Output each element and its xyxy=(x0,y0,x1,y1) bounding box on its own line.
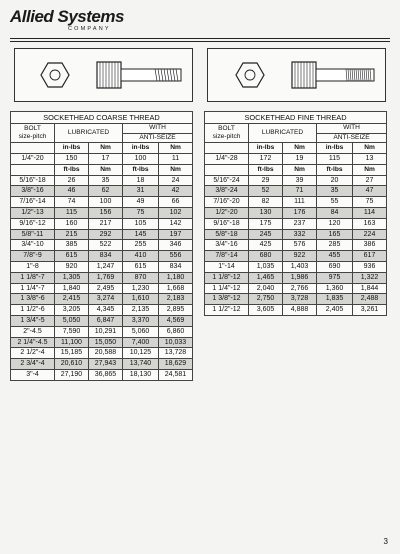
torque-value-cell: 24,581 xyxy=(159,369,193,380)
torque-value-cell: 5,050 xyxy=(55,315,89,326)
torque-value-cell: 1,180 xyxy=(159,272,193,283)
torque-value-cell: 17 xyxy=(89,153,123,164)
torque-value-cell: 100 xyxy=(89,197,123,208)
bolt-size-cell: 1 3/4"-5 xyxy=(11,315,55,326)
page-header xyxy=(10,4,390,36)
fine-bolt-illustration-panel xyxy=(207,48,386,102)
torque-value-cell: 75 xyxy=(353,197,387,208)
torque-value-cell: 10,033 xyxy=(159,337,193,348)
table-row xyxy=(205,305,387,316)
coarse-sockethead-bolt-icon xyxy=(15,49,192,101)
torque-value-cell: 255 xyxy=(123,240,159,251)
anti-seize-column-header: WITH xyxy=(317,124,387,134)
torque-value-cell: 18,629 xyxy=(159,359,193,370)
torque-value-cell: 237 xyxy=(283,218,317,229)
torque-value-cell: 105 xyxy=(123,218,159,229)
torque-value-cell: 84 xyxy=(317,207,353,218)
torque-value-cell: 156 xyxy=(89,207,123,218)
torque-value-cell: 115 xyxy=(55,207,89,218)
torque-value-cell: 120 xyxy=(317,218,353,229)
torque-value-cell: 2,488 xyxy=(353,294,387,305)
torque-value-cell: 3,274 xyxy=(89,294,123,305)
bolt-size-cell: 5/16"-24 xyxy=(205,175,249,186)
torque-value-cell: 35 xyxy=(89,175,123,186)
table-row xyxy=(11,218,193,229)
bolt-column-header: BOLT size-pitch xyxy=(11,124,55,143)
fine-thread-table: SOCKETHEAD FINE THREAD BOLT size-pitch LUBRICATED WITH ANTI-SEIZE in-lbs Nm in-lbs Nm 1/4"-28 172 19 115 13 ft-lbs Nm ft-lbs Nm 5/16"-24 29 39 20 27 3/8"-24 52 71 35 47 7/16"-20 82 111 55 75 1/2"-20 130 176 84 114 9/16"-18 175 237 120 163 5/8"-18 245 332 165 224 3/4"-16 425 576 285 386 7/8"-14 680 922 455 617 1"-14 1,035 1,403 690 936 1 1/8"-12 1,465 1,986 975 1,322 1 1/4"-12 2,040 2,766 1,360 1,844 1 3/8"-12 2,750 3,728 1,835 2,488 1 1/2"-12 3,605 4,888 2,405 3,261 xyxy=(204,111,387,316)
torque-value-cell: 10,125 xyxy=(123,348,159,359)
bolt-size-cell: 3/8"-24 xyxy=(205,186,249,197)
torque-value-cell: 82 xyxy=(249,197,283,208)
table-row xyxy=(11,229,193,240)
table-row xyxy=(205,197,387,208)
torque-value-cell: 975 xyxy=(317,272,353,283)
torque-value-cell: 1,835 xyxy=(317,294,353,305)
table-row xyxy=(205,294,387,305)
bolt-size-cell: 5/8"-11 xyxy=(11,229,55,240)
torque-value-cell: 163 xyxy=(353,218,387,229)
torque-value-cell: 2,135 xyxy=(123,305,159,316)
table-row xyxy=(11,315,193,326)
torque-value-cell: 111 xyxy=(283,197,317,208)
lubricated-column-header: LUBRICATED xyxy=(249,124,317,143)
torque-value-cell: 455 xyxy=(317,251,353,262)
torque-value-cell: 2,750 xyxy=(249,294,283,305)
torque-value-cell: 2,495 xyxy=(89,283,123,294)
unit-header-cell: ft-lbs xyxy=(249,164,283,175)
torque-value-cell: 2,183 xyxy=(159,294,193,305)
torque-value-cell: 410 xyxy=(123,251,159,262)
torque-value-cell: 6,860 xyxy=(159,326,193,337)
torque-value-cell: 1,769 xyxy=(89,272,123,283)
coarse-bolt-illustration-panel xyxy=(14,48,193,102)
bolt-size-cell: 3"-4 xyxy=(11,369,55,380)
torque-value-cell: 35 xyxy=(317,186,353,197)
torque-value-cell: 15,050 xyxy=(89,337,123,348)
torque-value-cell: 3,728 xyxy=(283,294,317,305)
brand-subtitle: COMPANY xyxy=(68,26,111,32)
bolt-size-cell: 1 1/2"-6 xyxy=(11,305,55,316)
bolt-size-cell: 9/16"-18 xyxy=(205,218,249,229)
table-row xyxy=(11,251,193,262)
torque-value-cell: 71 xyxy=(283,186,317,197)
table-row xyxy=(11,369,193,380)
table-row xyxy=(205,240,387,251)
table-row xyxy=(11,261,193,272)
table-row xyxy=(11,240,193,251)
bolt-size-cell: 2 3/4"-4 xyxy=(11,359,55,370)
bolt-size-cell: 2"-4.5 xyxy=(11,326,55,337)
torque-value-cell: 1,610 xyxy=(123,294,159,305)
unit-header-cell: in-lbs xyxy=(249,143,283,154)
torque-value-cell: 522 xyxy=(89,240,123,251)
table-row xyxy=(11,305,193,316)
bolt-size-cell: 7/8"-9 xyxy=(11,251,55,262)
torque-value-cell: 55 xyxy=(317,197,353,208)
torque-value-cell: 11,100 xyxy=(55,337,89,348)
bolt-size-cell: 3/4"-16 xyxy=(205,240,249,251)
units-blank-cell xyxy=(11,164,55,175)
torque-value-cell: 31 xyxy=(123,186,159,197)
table-row xyxy=(205,261,387,272)
table-row xyxy=(11,359,193,370)
torque-value-cell: 27,943 xyxy=(89,359,123,370)
unit-header-cell: ft-lbs xyxy=(317,164,353,175)
table-row xyxy=(205,251,387,262)
torque-value-cell: 74 xyxy=(55,197,89,208)
torque-value-cell: 834 xyxy=(159,261,193,272)
torque-value-cell: 5,060 xyxy=(123,326,159,337)
torque-value-cell: 130 xyxy=(249,207,283,218)
torque-value-cell: 556 xyxy=(159,251,193,262)
torque-value-cell: 19 xyxy=(283,153,317,164)
torque-value-cell: 690 xyxy=(317,261,353,272)
bolt-size-cell: 3/8"-16 xyxy=(11,186,55,197)
table-row xyxy=(11,348,193,359)
fine-sockethead-bolt-icon xyxy=(208,49,385,101)
table-row xyxy=(11,175,193,186)
torque-value-cell: 3,605 xyxy=(249,305,283,316)
brand-logo: Allied Systems xyxy=(10,7,124,26)
torque-value-cell: 3,205 xyxy=(55,305,89,316)
torque-value-cell: 1,840 xyxy=(55,283,89,294)
torque-value-cell: 75 xyxy=(123,207,159,218)
torque-value-cell: 11 xyxy=(159,153,193,164)
unit-header-cell: Nm xyxy=(89,143,123,154)
torque-value-cell: 46 xyxy=(55,186,89,197)
torque-value-cell: 7,400 xyxy=(123,337,159,348)
torque-value-cell: 2,415 xyxy=(55,294,89,305)
torque-value-cell: 4,345 xyxy=(89,305,123,316)
units-blank-cell xyxy=(205,143,249,154)
torque-value-cell: 1,305 xyxy=(55,272,89,283)
torque-value-cell: 7,590 xyxy=(55,326,89,337)
bolt-size-cell: 9/16"-12 xyxy=(11,218,55,229)
torque-value-cell: 18 xyxy=(123,175,159,186)
unit-header-cell: Nm xyxy=(353,143,387,154)
torque-value-cell: 100 xyxy=(123,153,159,164)
unit-header-cell: in-lbs xyxy=(55,143,89,154)
torque-value-cell: 176 xyxy=(283,207,317,218)
bolt-size-cell: 1/4"-20 xyxy=(11,153,55,164)
torque-value-cell: 576 xyxy=(283,240,317,251)
torque-value-cell: 1,247 xyxy=(89,261,123,272)
torque-value-cell: 1,035 xyxy=(249,261,283,272)
bolt-size-cell: 2 1/2"-4 xyxy=(11,348,55,359)
torque-value-cell: 1,668 xyxy=(159,283,193,294)
units-row xyxy=(11,143,193,154)
units-blank-cell xyxy=(11,143,55,154)
table-row xyxy=(205,272,387,283)
torque-value-cell: 1,360 xyxy=(317,283,353,294)
coarse-table-title: SOCKETHEAD COARSE THREAD xyxy=(11,112,193,124)
torque-value-cell: 1,986 xyxy=(283,272,317,283)
fine-inlbs-group xyxy=(205,143,387,165)
coarse-ftlbs-group xyxy=(11,164,193,380)
torque-value-cell: 834 xyxy=(89,251,123,262)
torque-value-cell: 1,322 xyxy=(353,272,387,283)
torque-value-cell: 27 xyxy=(353,175,387,186)
units-row xyxy=(205,143,387,154)
torque-value-cell: 1,230 xyxy=(123,283,159,294)
table-row xyxy=(205,229,387,240)
torque-value-cell: 39 xyxy=(283,175,317,186)
unit-header-cell: ft-lbs xyxy=(55,164,89,175)
table-row xyxy=(11,197,193,208)
torque-value-cell: 680 xyxy=(249,251,283,262)
torque-value-cell: 142 xyxy=(159,218,193,229)
bolt-size-cell: 7/8"-14 xyxy=(205,251,249,262)
torque-value-cell: 13,740 xyxy=(123,359,159,370)
torque-value-cell: 24 xyxy=(159,175,193,186)
torque-value-cell: 2,040 xyxy=(249,283,283,294)
unit-header-cell: ft-lbs xyxy=(123,164,159,175)
torque-value-cell: 47 xyxy=(353,186,387,197)
torque-value-cell: 425 xyxy=(249,240,283,251)
torque-value-cell: 1,403 xyxy=(283,261,317,272)
torque-value-cell: 10,291 xyxy=(89,326,123,337)
torque-value-cell: 4,888 xyxy=(283,305,317,316)
table-row xyxy=(11,207,193,218)
torque-value-cell: 615 xyxy=(123,261,159,272)
bolt-size-cell: 7/16"-20 xyxy=(205,197,249,208)
fine-ftlbs-group xyxy=(205,164,387,315)
torque-value-cell: 385 xyxy=(55,240,89,251)
unit-header-cell: Nm xyxy=(283,164,317,175)
torque-value-cell: 15,185 xyxy=(55,348,89,359)
bolt-size-cell: 1 3/8"-6 xyxy=(11,294,55,305)
fine-table-title: SOCKETHEAD FINE THREAD xyxy=(205,112,387,124)
torque-value-cell: 20 xyxy=(317,175,353,186)
torque-value-cell: 386 xyxy=(353,240,387,251)
bolt-size-cell: 5/16"-18 xyxy=(11,175,55,186)
bolt-size-cell: 3/4"-10 xyxy=(11,240,55,251)
torque-value-cell: 49 xyxy=(123,197,159,208)
torque-value-cell: 26 xyxy=(55,175,89,186)
bolt-size-cell: 1 1/4"-12 xyxy=(205,283,249,294)
torque-value-cell: 922 xyxy=(283,251,317,262)
table-row xyxy=(11,326,193,337)
coarse-inlbs-group xyxy=(11,143,193,165)
torque-value-cell: 52 xyxy=(249,186,283,197)
bolt-size-cell: 1/2"-13 xyxy=(11,207,55,218)
bolt-size-cell: 2 1/4"-4.5 xyxy=(11,337,55,348)
torque-value-cell: 285 xyxy=(317,240,353,251)
torque-value-cell: 29 xyxy=(249,175,283,186)
bolt-size-cell: 1 1/8"-12 xyxy=(205,272,249,283)
bolt-size-cell: 7/16"-14 xyxy=(11,197,55,208)
torque-value-cell: 617 xyxy=(353,251,387,262)
bolt-size-cell: 1 3/8"-12 xyxy=(205,294,249,305)
torque-value-cell: 20,610 xyxy=(55,359,89,370)
anti-seize-column-header: WITH xyxy=(123,124,193,134)
torque-value-cell: 36,865 xyxy=(89,369,123,380)
unit-header-cell: Nm xyxy=(89,164,123,175)
table-row xyxy=(205,186,387,197)
torque-value-cell: 20,588 xyxy=(89,348,123,359)
torque-value-cell: 936 xyxy=(353,261,387,272)
table-row xyxy=(205,207,387,218)
torque-value-cell: 175 xyxy=(249,218,283,229)
torque-value-cell: 27,190 xyxy=(55,369,89,380)
torque-value-cell: 1,844 xyxy=(353,283,387,294)
units-row xyxy=(11,164,193,175)
unit-header-cell: in-lbs xyxy=(123,143,159,154)
torque-value-cell: 150 xyxy=(55,153,89,164)
table-row xyxy=(205,153,387,164)
table-row xyxy=(11,337,193,348)
table-row xyxy=(11,294,193,305)
table-row xyxy=(205,283,387,294)
torque-value-cell: 165 xyxy=(317,229,353,240)
bolt-size-cell: 1 1/4"-7 xyxy=(11,283,55,294)
unit-header-cell: Nm xyxy=(283,143,317,154)
torque-value-cell: 102 xyxy=(159,207,193,218)
table-row xyxy=(11,186,193,197)
torque-value-cell: 4,569 xyxy=(159,315,193,326)
torque-value-cell: 6,847 xyxy=(89,315,123,326)
table-row xyxy=(205,218,387,229)
torque-value-cell: 224 xyxy=(353,229,387,240)
torque-value-cell: 145 xyxy=(123,229,159,240)
table-row xyxy=(11,153,193,164)
torque-value-cell: 870 xyxy=(123,272,159,283)
bolt-size-cell: 1"-14 xyxy=(205,261,249,272)
torque-value-cell: 3,261 xyxy=(353,305,387,316)
torque-value-cell: 3,370 xyxy=(123,315,159,326)
bolt-size-cell: 1"-8 xyxy=(11,261,55,272)
torque-value-cell: 172 xyxy=(249,153,283,164)
torque-value-cell: 2,766 xyxy=(283,283,317,294)
torque-value-cell: 346 xyxy=(159,240,193,251)
bolt-size-cell: 1/4"-28 xyxy=(205,153,249,164)
torque-value-cell: 2,895 xyxy=(159,305,193,316)
torque-value-cell: 920 xyxy=(55,261,89,272)
bolt-size-cell: 1 1/2"-12 xyxy=(205,305,249,316)
torque-value-cell: 245 xyxy=(249,229,283,240)
torque-value-cell: 2,405 xyxy=(317,305,353,316)
bolt-size-cell: 1/2"-20 xyxy=(205,207,249,218)
torque-value-cell: 62 xyxy=(89,186,123,197)
units-row xyxy=(205,164,387,175)
header-rule-thin xyxy=(10,41,390,42)
torque-value-cell: 197 xyxy=(159,229,193,240)
table-row xyxy=(11,283,193,294)
torque-value-cell: 292 xyxy=(89,229,123,240)
torque-value-cell: 42 xyxy=(159,186,193,197)
bolt-size-cell: 1 1/8"-7 xyxy=(11,272,55,283)
page-number: 3 xyxy=(383,537,388,546)
bolt-size-cell: 5/8"-18 xyxy=(205,229,249,240)
torque-value-cell: 215 xyxy=(55,229,89,240)
torque-value-cell: 615 xyxy=(55,251,89,262)
coarse-thread-table: SOCKETHEAD COARSE THREAD BOLT size-pitch LUBRICATED WITH ANTI-SEIZE in-lbs Nm in-lbs Nm 1/4"-20 150 17 100 11 ft-lbs Nm ft-lbs Nm 5/16"-18 26 35 18 24 3/8"-16 46 62 31 42 7/16"-14 74 100 49 66 1/2"-13 115 156 75 102 9/16"-12 160 217 105 142 5/8"-11 215 292 145 197 3/4"-10 385 522 255 346 7/8"-9 615 834 410 556 1"-8 920 1,247 615 834 1 1/8"-7 1,305 1,769 870 1,180 1 1/4"-7 1,840 2,495 1,230 1,668 1 3/8"-6 2,415 3,274 1,610 2,183 1 1/2"-6 3,205 4,345 2,135 2,895 1 3/4"-5 5,050 6,847 3,370 4,569 2"-4.5 7,590 10,291 5,060 6,860 2 1/4"-4.5 11,100 15,050 7,400 10,033 2 1/2"-4 15,185 20,588 10,125 13,728 2 3/4"-4 20,610 27,943 13,740 18,629 3"-4 27,190 36,865 18,130 24,581 xyxy=(10,111,193,381)
torque-value-cell: 217 xyxy=(89,218,123,229)
torque-value-cell: 160 xyxy=(55,218,89,229)
torque-value-cell: 18,130 xyxy=(123,369,159,380)
torque-value-cell: 13 xyxy=(353,153,387,164)
torque-value-cell: 114 xyxy=(353,207,387,218)
table-row xyxy=(11,272,193,283)
torque-value-cell: 66 xyxy=(159,197,193,208)
torque-value-cell: 1,465 xyxy=(249,272,283,283)
torque-value-cell: 115 xyxy=(317,153,353,164)
torque-value-cell: 13,728 xyxy=(159,348,193,359)
units-blank-cell xyxy=(205,164,249,175)
unit-header-cell: Nm xyxy=(159,164,193,175)
table-row xyxy=(205,175,387,186)
unit-header-cell: in-lbs xyxy=(317,143,353,154)
lubricated-column-header: LUBRICATED xyxy=(55,124,123,143)
header-rule xyxy=(10,38,390,39)
bolt-column-header: BOLT size-pitch xyxy=(205,124,249,143)
unit-header-cell: Nm xyxy=(353,164,387,175)
unit-header-cell: Nm xyxy=(159,143,193,154)
torque-value-cell: 332 xyxy=(283,229,317,240)
